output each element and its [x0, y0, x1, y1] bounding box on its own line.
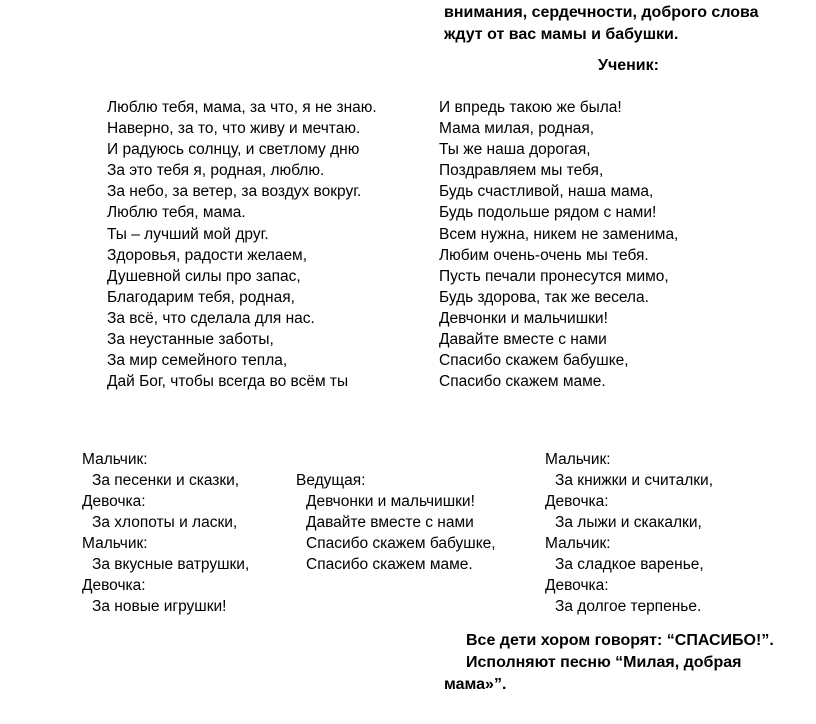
poem-line: Будь счастливой, наша мама,: [439, 183, 654, 201]
dialog-line: За новые игрушки!: [92, 598, 227, 615]
speaker-label: Девочка:: [545, 577, 609, 594]
poem-left-column: [107, 97, 377, 392]
poem-line: Ты же наша дорогая,: [439, 141, 591, 159]
poem-line: Будь подольше рядом с нами!: [439, 204, 657, 222]
speaker-label: Мальчик:: [545, 451, 611, 468]
poem-line: За неустанные заботы,: [107, 331, 274, 349]
speaker-label: Девочка:: [545, 493, 609, 510]
dialog-line: За книжки и считалки,: [555, 472, 714, 489]
poem-line: Пусть печали пронесутся мимо,: [439, 267, 669, 285]
poem-line: Душевной силы про запас,: [107, 267, 301, 285]
dialog-line: За сладкое варенье,: [555, 556, 704, 573]
poem-line: Девчонки и мальчишки!: [439, 309, 608, 327]
poem-line: Спасибо скажем бабушке,: [439, 352, 629, 370]
poem-line: Спасибо скажем маме.: [439, 373, 606, 391]
dialog-line: Давайте вместе с нами: [306, 514, 474, 531]
top-note-line: ждут от вас мамы и бабушки.: [444, 26, 679, 43]
dialog-line: За лыжи и скакалки,: [555, 514, 702, 531]
dialog-line: За хлопоты и ласки,: [92, 514, 238, 531]
speaker-label: Девочка:: [82, 493, 146, 510]
poem-line: И впредь такою же была!: [439, 99, 622, 116]
poem-right-column: [439, 97, 678, 392]
final-note-line: Все дети хором говорят: “СПАСИБО!”.: [466, 632, 774, 649]
top-note-line: внимания, сердечности, доброго слова: [444, 4, 759, 21]
poem-line: Здоровья, радости желаем,: [107, 246, 308, 264]
dialog-right-column: [545, 449, 713, 617]
student-label: Ученик:: [598, 57, 659, 74]
final-note-line: Исполняют песню “Милая, добрая: [466, 654, 742, 671]
poem-line: Будь здорова, так же весела.: [439, 288, 649, 306]
speaker-label: Девочка:: [82, 577, 146, 594]
dialog-middle-column: [296, 470, 496, 575]
poem-line: За всё, что сделала для нас.: [107, 309, 315, 327]
poem-line: За это тебя я, родная, люблю.: [107, 162, 325, 180]
poem-line: Люблю тебя, мама, за что, я не знаю.: [107, 99, 377, 116]
poem-line: Люблю тебя, мама.: [107, 204, 246, 222]
poem-line: Мама милая, родная,: [439, 120, 595, 138]
dialog-line: За долгое терпенье.: [555, 598, 702, 615]
dialog-line: Девчонки и мальчишки!: [306, 493, 475, 510]
final-note: [444, 630, 774, 696]
final-note-line: мама»”.: [444, 676, 507, 693]
poem-line: И радуюсь солнцу, и светлому дню: [107, 141, 360, 159]
speaker-label: Ведущая:: [296, 472, 366, 489]
dialog-line: За песенки и сказки,: [92, 472, 240, 489]
poem-line: Наверно, за то, что живу и мечтаю.: [107, 120, 361, 138]
top-note: [444, 2, 759, 46]
poem-line: Благодарим тебя, родная,: [107, 288, 295, 306]
speaker-label: Мальчик:: [82, 535, 148, 552]
dialog-left-column: [82, 449, 249, 617]
speaker-label: Мальчик:: [545, 535, 611, 552]
poem-line: За небо, за ветер, за воздух вокруг.: [107, 183, 362, 201]
dialog-line: За вкусные ватрушки,: [92, 556, 250, 573]
dialog-line: Спасибо скажем маме.: [306, 556, 473, 573]
poem-line: Дай Бог, чтобы всегда во всём ты: [107, 373, 349, 391]
poem-line: Всем нужна, никем не заменима,: [439, 225, 679, 243]
poem-line: Любим очень-очень мы тебя.: [439, 246, 649, 264]
poem-line: Давайте вместе с нами: [439, 331, 607, 349]
poem-line: За мир семейного тепла,: [107, 352, 288, 370]
dialog-line: Спасибо скажем бабушке,: [306, 535, 496, 552]
poem-line: Поздравляем мы тебя,: [439, 162, 604, 180]
poem-line: Ты – лучший мой друг.: [107, 225, 269, 243]
speaker-label: Мальчик:: [82, 451, 148, 468]
